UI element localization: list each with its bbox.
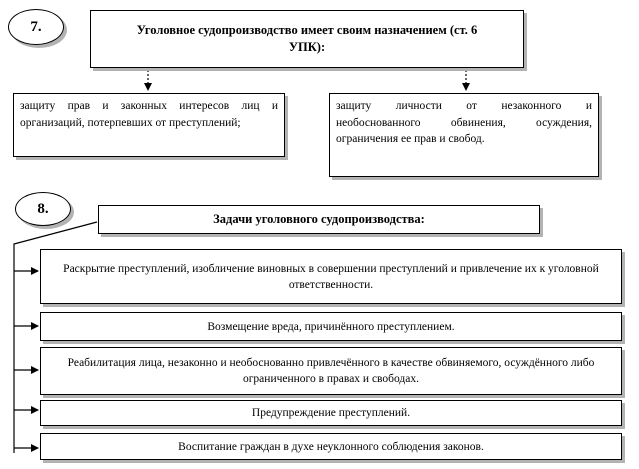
section-number-badge-8 bbox=[15, 192, 71, 226]
section-number: 7. bbox=[30, 18, 42, 35]
purpose-item-text: защиту прав и законных интересов лиц и организаций, потерпевших от преступлений; bbox=[20, 100, 278, 129]
section-number: 8. bbox=[37, 200, 49, 217]
purpose-item-text: защиту личности от незаконного и необоснованного обвинения, осуждения, ограничения ее прав и свобод. bbox=[336, 100, 592, 145]
task-item-3 bbox=[40, 347, 622, 395]
task-item-4 bbox=[40, 400, 622, 426]
section-title: Уголовное судопроизводство имеет своим назначением (ст. 6 УПК): bbox=[136, 23, 478, 54]
task-text: Воспитание граждан в духе неуклонного соблюдения законов. bbox=[178, 440, 484, 453]
task-item-2 bbox=[40, 312, 622, 341]
task-text: Реабилитация лица, незаконно и необоснованно привлечённого в качестве обвиняемого, осуждённого либо ограниченного в правах и свободах. bbox=[67, 357, 595, 385]
task-item-5 bbox=[40, 433, 622, 460]
section-title-box-8 bbox=[98, 205, 540, 234]
section-title-box-7 bbox=[90, 10, 524, 68]
task-text: Раскрытие преступлений, изобличение виновных в совершении преступлений и привлечение их к уголовной ответственности. bbox=[63, 262, 599, 291]
task-text: Возмещение вреда, причинённого преступлением. bbox=[207, 320, 455, 333]
purpose-item-2 bbox=[329, 93, 599, 177]
task-text: Предупреждение преступлений. bbox=[251, 407, 411, 419]
section-number-badge-7 bbox=[8, 9, 64, 45]
purpose-item-1 bbox=[13, 93, 285, 157]
task-item-1 bbox=[40, 249, 622, 304]
section-title: Задачи уголовного судопроизводства: bbox=[213, 212, 425, 226]
